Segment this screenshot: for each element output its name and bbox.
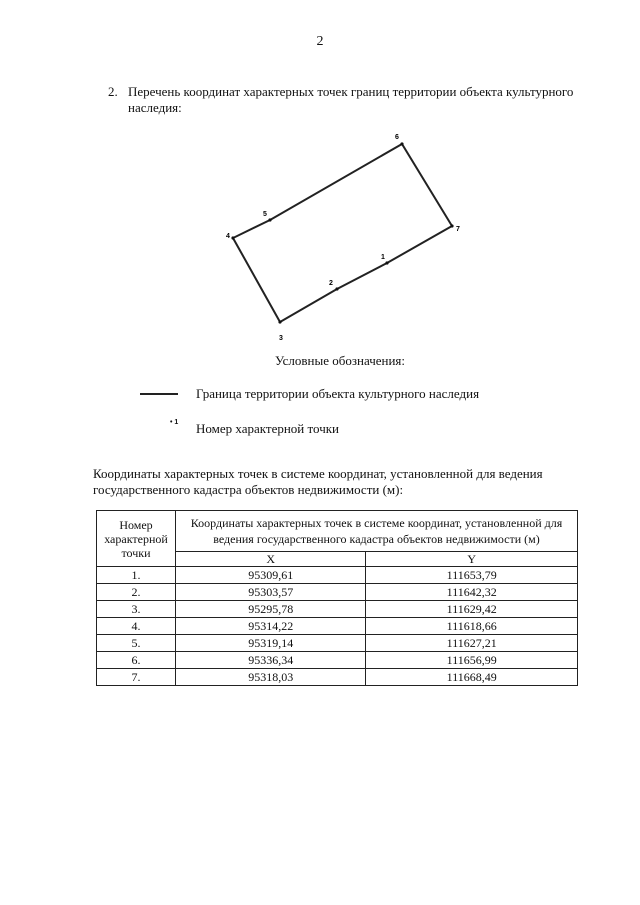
point-marker-4 <box>231 236 234 239</box>
cell-y: 111656,99 <box>366 652 578 669</box>
cell-y: 111668,49 <box>366 669 578 686</box>
cell-num: 2. <box>97 584 176 601</box>
table-row <box>97 601 578 618</box>
point-label-1: 1 <box>381 254 385 261</box>
coordinates-intro: Координаты характерных точек в системе координат, установленной для ведения государственного кадастра объектов недвижимости (м): <box>93 466 543 497</box>
cell-x: 95295,78 <box>176 601 366 618</box>
header-y: Y <box>366 552 578 567</box>
point-label-2: 2 <box>329 280 333 287</box>
cell-num: 7. <box>97 669 176 686</box>
table-row <box>97 635 578 652</box>
point-marker-3 <box>278 320 281 323</box>
cell-num: 3. <box>97 601 176 618</box>
point-marker-5 <box>268 218 271 221</box>
section-title: Перечень координат характерных точек границ территории объекта культурного наследия: <box>128 84 574 115</box>
cell-x: 95319,14 <box>176 635 366 652</box>
cell-x: 95309,61 <box>176 567 366 584</box>
table-row <box>97 618 578 635</box>
point-marker-6 <box>400 142 403 145</box>
point-marker-2 <box>335 287 338 290</box>
point-label-7: 7 <box>456 226 460 233</box>
boundary-diagram <box>0 0 640 360</box>
point-marker-1 <box>385 261 388 264</box>
legend-boundary-line <box>140 393 178 395</box>
table-row <box>97 669 578 686</box>
legend-point-label: Номер характерной точки <box>196 421 339 436</box>
section-number: 2. <box>108 84 118 99</box>
point-label-4: 4 <box>226 233 230 240</box>
cell-x: 95336,34 <box>176 652 366 669</box>
page-number: 2 <box>316 34 324 49</box>
cell-y: 111618,66 <box>366 618 578 635</box>
table-row <box>97 652 578 669</box>
legend-point-mark: • 1 <box>170 419 179 426</box>
cell-y: 111653,79 <box>366 567 578 584</box>
table-row <box>97 567 578 584</box>
coordinates-table <box>96 510 578 686</box>
cell-x: 95303,57 <box>176 584 366 601</box>
cell-y: 111642,32 <box>366 584 578 601</box>
header-point-number: Номер характерной точки <box>97 511 176 567</box>
cell-x: 95318,03 <box>176 669 366 686</box>
boundary-polygon <box>233 144 452 322</box>
cell-num: 6. <box>97 652 176 669</box>
cell-x: 95314,22 <box>176 618 366 635</box>
point-label-3: 3 <box>279 335 283 342</box>
header-x: X <box>176 552 366 567</box>
point-label-5: 5 <box>263 211 267 218</box>
cell-num: 1. <box>97 567 176 584</box>
legend-boundary-label: Граница территории объекта культурного наследия <box>196 386 480 401</box>
cell-y: 111629,42 <box>366 601 578 618</box>
cell-num: 4. <box>97 618 176 635</box>
cell-y: 111627,21 <box>366 635 578 652</box>
point-label-6: 6 <box>395 134 399 141</box>
point-marker-7 <box>450 224 453 227</box>
table-row <box>97 584 578 601</box>
cell-num: 5. <box>97 635 176 652</box>
header-coordinates: Координаты характерных точек в системе координат, установленной для ведения государственного кадастра объектов недвижимости (м) <box>176 511 578 552</box>
legend-title: Условные обозначения: <box>274 353 406 368</box>
